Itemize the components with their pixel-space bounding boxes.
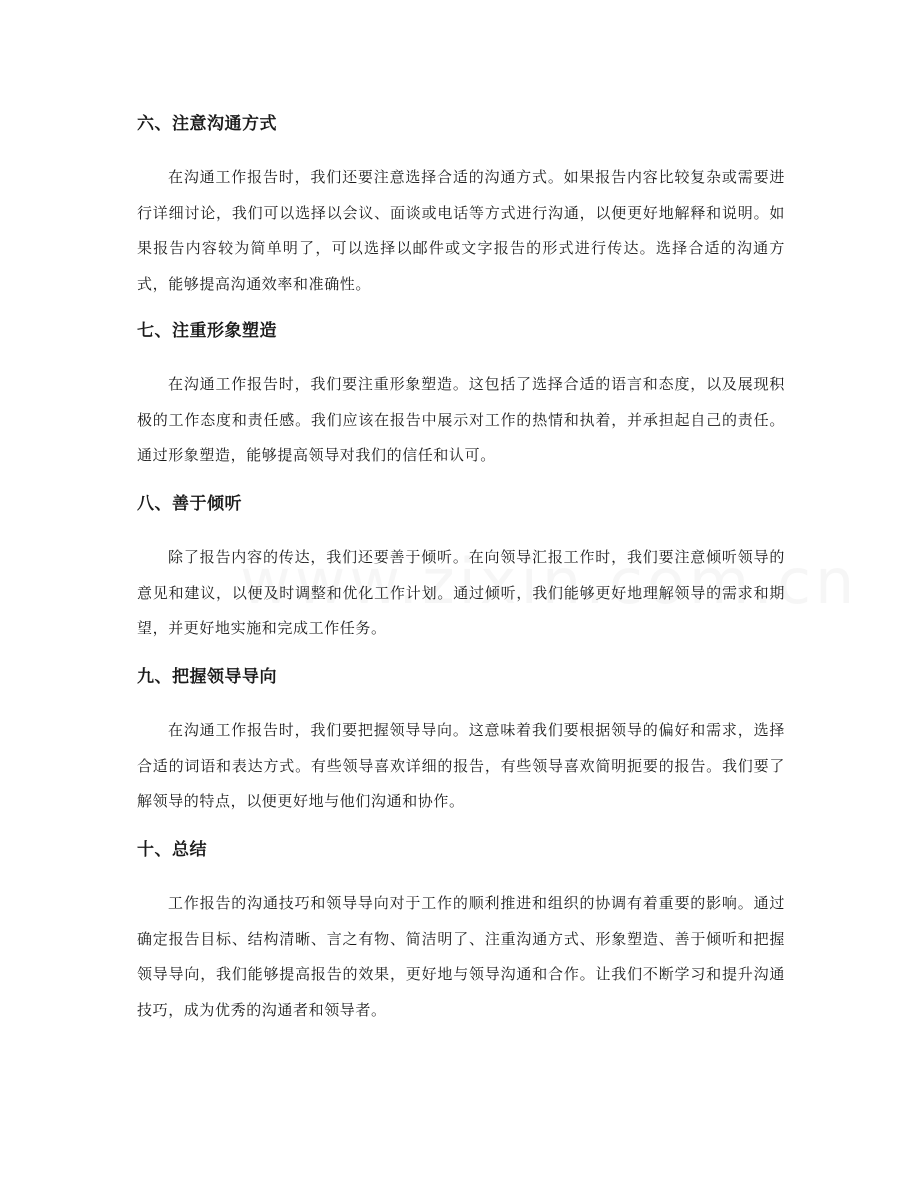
section-heading: 九、把握领导导向	[137, 667, 277, 687]
section-paragraph: 除了报告内容的传达，我们还要善于倾听。在向领导汇报工作时，我们要注意倾听领导的意见和建议，以便及时调整和优化工作计划。通过倾听，我们能够更好地理解领导的需求和期望，并更好地实施和完成工作任务。	[137, 548, 785, 637]
section-paragraph: 工作报告的沟通技巧和领导导向对于工作的顺利推进和组织的协调有着重要的影响。通过确定报告目标、结构清晰、言之有物、简洁明了、注重沟通方式、形象塑造、善于倾听和把握领导导向，我们能够提高报告的效果，更好地与领导沟通和合作。让我们不断学习和提升沟通技巧，成为优秀的沟通者和领导者。	[137, 894, 785, 1019]
section-heading: 六、注意沟通方式	[137, 114, 277, 134]
section-heading: 八、善于倾听	[137, 494, 242, 514]
section-8	[137, 493, 785, 647]
section-6	[137, 113, 785, 302]
section-7	[137, 320, 785, 474]
section-9	[137, 666, 785, 820]
section-heading: 十、总结	[137, 840, 207, 860]
section-heading: 七、注重形象塑造	[137, 321, 277, 341]
section-paragraph: 在沟通工作报告时，我们要注重形象塑造。这包括了选择合适的语言和态度，以及展现积极的工作态度和责任感。我们应该在报告中展示对工作的热情和执着，并承担起自己的责任。通过形象塑造，能够提高领导对我们的信任和认可。	[137, 375, 785, 464]
section-paragraph: 在沟通工作报告时，我们要把握领导导向。这意味着我们要根据领导的偏好和需求，选择合适的词语和表达方式。有些领导喜欢详细的报告，有些领导喜欢简明扼要的报告。我们要了解领导的特点，以便更好地与他们沟通和协作。	[137, 721, 785, 810]
section-paragraph: 在沟通工作报告时，我们还要注意选择合适的沟通方式。如果报告内容比较复杂或需要进行详细讨论，我们可以选择以会议、面谈或电话等方式进行沟通，以便更好地解释和说明。如果报告内容较为简单明了，可以选择以邮件或文字报告的形式进行传达。选择合适的沟通方式，能够提高沟通效率和准确性。	[137, 168, 785, 293]
section-10	[137, 839, 785, 1028]
